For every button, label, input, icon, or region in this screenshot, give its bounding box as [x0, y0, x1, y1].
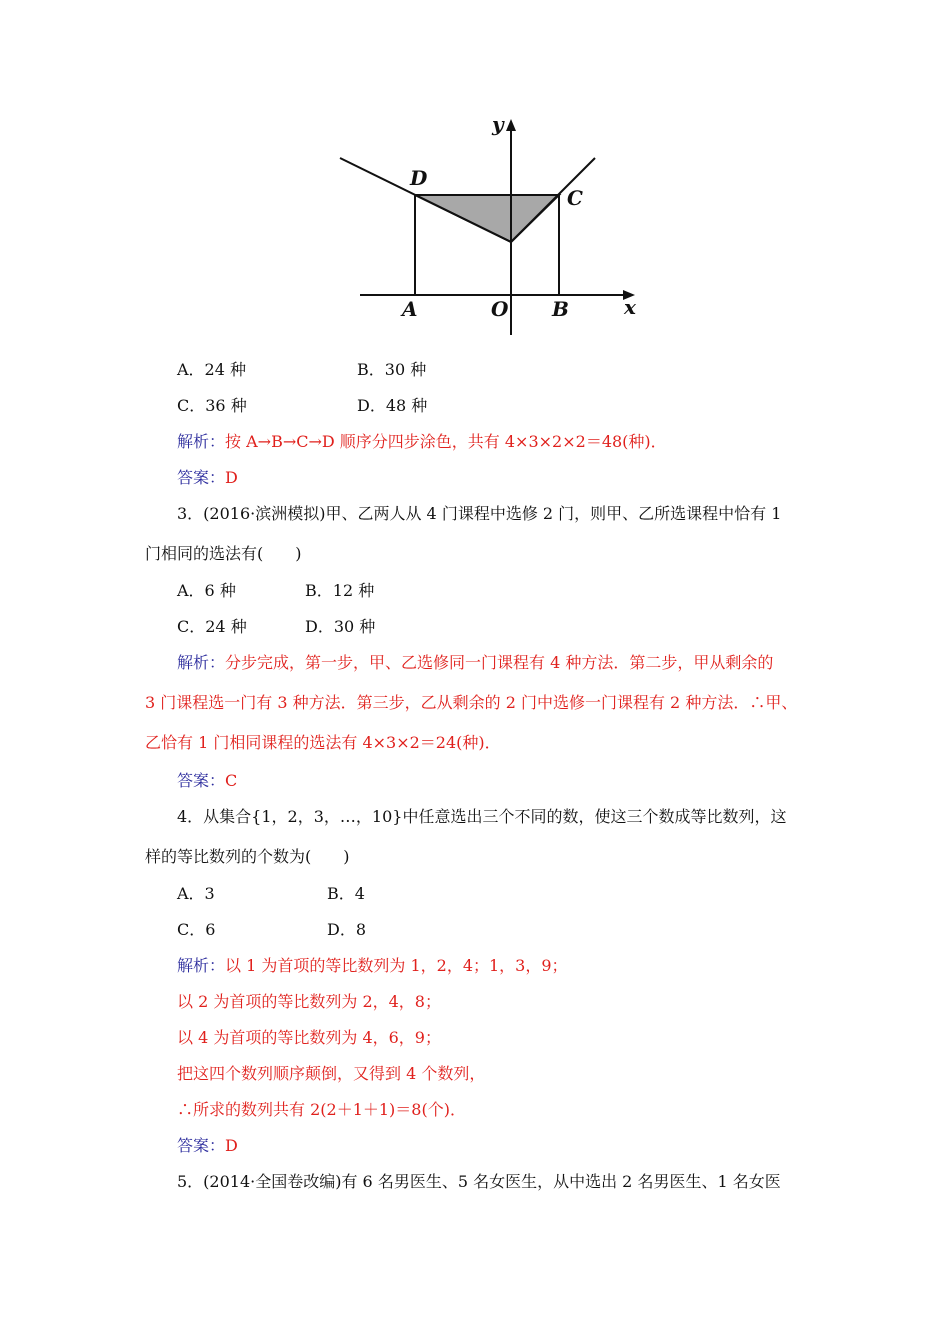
q4-option-a: A．3 — [177, 884, 215, 903]
answer-value: D — [225, 468, 238, 487]
q3-option-b: B．12 种 — [305, 581, 375, 600]
q3-stem-1: 3．(2016·滨洲模拟)甲、乙两人从 4 门课程中选修 2 门，则甲、乙所选课程中恰有 1 — [177, 504, 782, 523]
analysis-label: 解析： — [177, 432, 226, 451]
q4-analysis-5: ∴所求的数列共有 2(2＋1＋1)＝8(个)． — [177, 1100, 466, 1119]
shaded-triangle — [415, 195, 559, 242]
q3-option-a: A．6 种 — [177, 581, 236, 600]
q3-analysis-3: 乙恰有 1 门相同课程的选法有 4×3×2＝24(种)． — [145, 733, 501, 752]
q4-analysis-1 — [177, 956, 568, 976]
q3-options-row-1 — [177, 581, 374, 601]
label-a: A — [402, 297, 418, 321]
q5-stem-1: 5．(2014·全国卷改编)有 6 名男医生、5 名女医生，从中选出 2 名男医生、1 名女医 — [177, 1172, 781, 1191]
analysis-text: 按 A→B→C→D 顺序分四步涂色，共有 4×3×2×2＝48(种)． — [225, 432, 667, 451]
q4-answer — [177, 1136, 238, 1156]
q4-option-c: C．6 — [177, 920, 216, 939]
q4-analysis-4: 把这四个数列顺序颠倒，又得到 4 个数列， — [177, 1064, 486, 1083]
q4-analysis-3: 以 4 为首项的等比数列为 4，6，9； — [177, 1028, 441, 1047]
y-axis-arrow — [506, 119, 516, 131]
answer-value: D — [225, 1136, 238, 1155]
label-d: D — [410, 166, 428, 190]
q2-options-row-2 — [177, 396, 427, 416]
label-o: O — [491, 297, 509, 321]
analysis-label: 解析： — [177, 653, 226, 672]
q2-options-row-1 — [177, 360, 426, 380]
coordinate-figure — [330, 115, 650, 340]
q2-analysis — [177, 432, 667, 452]
q3-analysis-1 — [177, 653, 773, 673]
label-b: B — [552, 297, 569, 321]
q3-answer — [177, 771, 237, 791]
q3-option-c: C．24 种 — [177, 617, 247, 636]
label-c: C — [567, 186, 583, 210]
answer-label: 答案： — [177, 771, 226, 790]
analysis-label: 解析： — [177, 956, 226, 975]
q3-options-row-2 — [177, 617, 375, 637]
q3-option-d: D．30 种 — [305, 617, 376, 636]
q2-option-d: D．48 种 — [357, 396, 428, 415]
q3-analysis-2: 3 门课程选一门有 3 种方法．第三步，乙从剩余的 2 门中选修一门课程有 2 种方法．∴甲、 — [145, 693, 798, 712]
q2-option-c: C．36 种 — [177, 396, 247, 415]
q4-option-b: B．4 — [327, 884, 365, 903]
q4-stem-1: 4．从集合{1，2，3，…，10}中任意选出三个不同的数，使这三个数成等比数列，这 — [177, 807, 787, 826]
analysis-text: 以 1 为首项的等比数列为 1，2，4；1，3，9； — [225, 956, 568, 975]
label-x: x — [624, 295, 636, 319]
q4-options-row-2 — [177, 920, 366, 940]
q3-stem-2: 门相同的选法有( ) — [145, 544, 302, 563]
answer-label: 答案： — [177, 1136, 226, 1155]
answer-label: 答案： — [177, 468, 226, 487]
q4-options-row-1 — [177, 884, 365, 904]
q4-option-d: D．8 — [327, 920, 367, 939]
q4-stem-2: 样的等比数列的个数为( ) — [145, 847, 350, 866]
q4-analysis-2: 以 2 为首项的等比数列为 2，4，8； — [177, 992, 441, 1011]
answer-value: C — [225, 771, 238, 790]
analysis-text: 分步完成，第一步，甲、乙选修同一门课程有 4 种方法．第二步，甲从剩余的 — [225, 653, 774, 672]
label-y: y — [492, 115, 504, 136]
q2-answer — [177, 468, 238, 488]
q2-option-a: A．24 种 — [177, 360, 247, 379]
q2-option-b: B．30 种 — [357, 360, 427, 379]
